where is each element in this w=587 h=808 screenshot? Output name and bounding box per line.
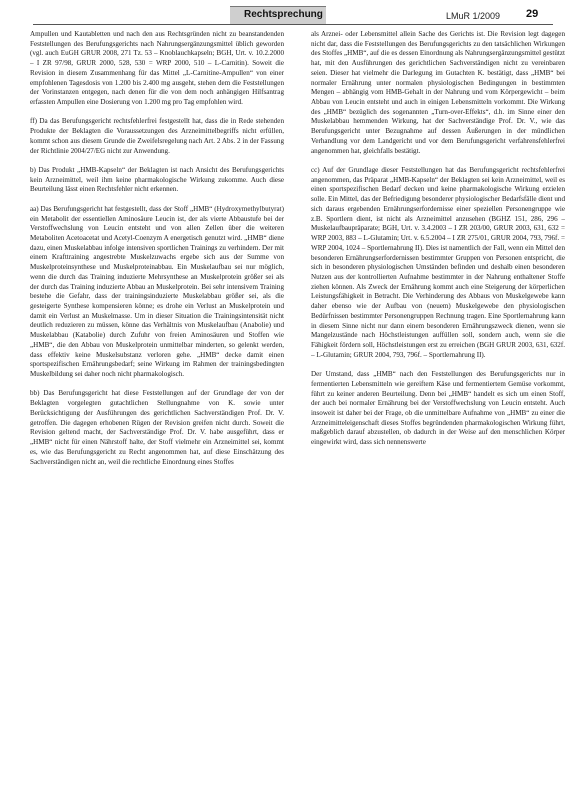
paragraph: Ampullen und Kautabletten und nach den aus Rechtsgründen nicht zu beanstandenden Feststellungen des Berufungsgerichts nach Nahrungsergänzungsmittel üblich geworden (vgl. auch EuGH GRUR 2008, 271 Tz. 53 – Knoblauchkapseln; BGH, Urt. v. 10.2.2000 – I ZR 97/98, GRUR 2000, 528, 530 = WRP 2000, 510 – L-Carnitin). Soweit die Revision in diesem Zusammenhang für das Mittel „L-Carnitine-Ampullen“ von einer empfohlenen Tagesdosis von 1.200 bis 2.400 mg ausgeht, stehen dem die Feststellungen der Vorinstanzen entgegen, nach denen für die von dem noch anhängigen Hilfsantrag erfassten Ampullen eine Dosierung von 1.200 mg pro Tag empfohlen wird.: [30, 30, 284, 107]
paragraph: b) Das Produkt „HMB-Kapseln“ der Beklagten ist nach Ansicht des Berufungsgerichts kein Arzneimittel, weil ihm keine pharmakologische Wirkung zukomme. Auch diese Beurteilung lässt einen Rechtsfehler nicht erkennen.: [30, 166, 284, 194]
section-title: Rechtsprechung: [244, 9, 323, 20]
journal-reference: LMuR 1/2009: [446, 11, 501, 21]
page-number: 29: [526, 8, 539, 20]
paragraph: cc) Auf der Grundlage dieser Feststellungen hat das Berufungsgericht rechtsfehlerfrei angenommen, das Präparat „HMB-Kapseln“ der Beklagten sei kein Arzneimittel, weil es einen sportspezifischen Bedarf decken und keine pharmakologische Wirkung erzielen solle. Ein Mittel, das der Befriedigung besonderer physiologischer Bedarfsfälle dient und sich daraus ergebenden Ernährungserfordernisse einer speziellen Personengruppe wie z.B. Sportlern dient, ist nicht als Arzneimittel anzusehen (BGHZ 151, 286, 296 – Muskelaufbaupräparate; BGH, Urt. v. 3.4.2003 – I ZR 203/00, GRUR 2003, 631, 632 = WRP 2003, 883 – L-Glutamin; Urt. v. 6.5.2004 – I ZR 275/01, GRUR 2004, 793, 796f. = WRP 2004, 1024 – Sportlernahrung II). Dies ist namentlich der Fall, wenn ein Mittel den besonderen Ernährungserfordernissen bestimmter Gruppen von Personen entspricht, die sich in besonderen physiologischen Umständen befinden und deshalb einen besonderen Nutzen aus der kontrollierten Aufnahme bestimmter in der Nahrung enthaltener Stoffe ziehen können. Als Zweck der Ernährung kommt auch eine Steigerung der körperlichen Leistungsfähigkeit in Betracht. Die Verhinderung des Abbaus von Muskelgewebe kann daher ebenso wie der Aufbau von (neuem) Muskelgewebe den physiologischen Bedürfnissen bestimmter Personengruppen Rechnung tragen. Eine Sportlernahrung kann in diesem Sinne nicht nur dann einem besonderen Ernährungszweck dienen, wenn sie Mangelzustände nach Höchstleistungen auffüllen soll, sondern auch, wenn sie die Fähigkeit fördern soll, Höchstleistungen erst zu erreichen (BGH GRUR 2003, 631, 632f. – L-Glutamin; GRUR 2004, 793, 796f. – Sportlernahrung II).: [311, 166, 565, 359]
paragraph: ff) Da das Berufungsgericht rechtsfehlerfrei festgestellt hat, dass die in Rede stehenden Produkte der Beklagten die Voraussetzungen des Arzneimittelbegriffs nicht erfüllen, kommt schon aus diesem Grunde die Zweifelsregelung nach Art. 2 Abs. 2 in der Fassung der Richtlinie 2004/27/EG nicht zur Anwendung.: [30, 117, 284, 155]
right-column: [311, 30, 565, 804]
header-rule: [33, 24, 553, 25]
paragraph: Der Umstand, dass „HMB“ nach den Feststellungen des Berufungsgerichts nur in fermentierten Lebensmitteln wie gereiftem Käse und fermentiertem Gemüse vorkommt, führt zu keiner anderen Beurteilung. Denn bei „HMB“ handelt es sich um einen Stoff, der auch bei normaler Ernährung bei der Verstoffwechslung von Leucin entsteht. Auch insoweit ist daher bei der Frage, ob die unmittelbare Aufnahme von „HMB“ zu einer die Arzneimitteleigenschaft dieses Stoffes begründenden pharmakologischen Wirkung führt, maßgeblich darauf abzustellen, ob dadurch in der Weise auf den menschlichen Körper eingewirkt wird, dass sich nennenswerte: [311, 370, 565, 447]
paragraph: bb) Das Berufungsgericht hat diese Feststellungen auf der Grundlage der von der Beklagten vorgelegten gutachtlichen Stellungnahme von K. sowie unter Berücksichtigung der Ausführungen des gerichtlichen Sachverständigen Prof. Dr. V. getroffen. Die dagegen erhobenen Rügen der Revision greifen nicht durch. Soweit die Revision geltend macht, der Sachverständige Prof. Dr. V. habe ausgeführt, dass er „HMB“ nicht für einen Nährstoff halte, der Stoff vielmehr ein Arzneimittel sei, kommt es, wie das Berufungsgericht zu Recht angenommen hat, auf diese Einschätzung des Sachverständigen nicht an, weil die rechtliche Einordnung eines Stoffes: [30, 389, 284, 466]
paragraph: als Arznei- oder Lebensmittel allein Sache des Gerichts ist. Die Revision legt dagegen nicht dar, dass die Feststellungen des Berufungsgerichts zu den tatsächlichen Wirkungen des Stoffes „HMB“, auf die es dessen Einordnung als Nahrungsergänzungsmittel gestützt hat, mit den Ausführungen des gerichtlichen Sachverständigen nicht zu vereinbaren seien. Dieser hat vielmehr die Darlegung im Gutachten K. bestätigt, dass „HMB“ bei normaler Ernährung unter normalen physiologischen Bedingungen in bestimmten Mengen – abhängig vom HMB-Gehalt in der Nahrung und vom Körpergewicht – beim Abbau von Leucin entsteht und auch in einigen Lebensmitteln vorkommt. Die Wirkung des „HMB“ bezüglich des sogenannten „Turn-over-Effekts“, d.h. im Sinne einer den Muskelabbau hemmenden Wirkung, hat der Sachverständige Prof. Dr. V., wie das Berufungsgericht unter Bezugnahme auf dessen Äußerungen in der mündlichen Verhandlung vor dem Landgericht und vor dem Berufungsgericht verfahrensfehlerfrei angenommen hat, gleichfalls bestätigt.: [311, 30, 565, 155]
left-column: [30, 30, 284, 804]
paragraph: aa) Das Berufungsgericht hat festgestellt, dass der Stoff „HMB“ (Hydroxymethylbutyrat) ein Metabolit der essentiellen Aminosäure Leucin ist, der als vierte Abbaustufe bei der Verstoffwechslung von Leucin entsteht und von allen Zellen über die weiteren Metaboliten Acetoacetat und Acetyl-Coenzym A energetisch genutzt wird. „HMB“ diene dazu, einen Muskelabbau infolge intensiven sportlichen Trainings zu verhindern. Der mit einem Krafttraining angestrebte Muskelzuwachs ergebe sich aus der Summe von Muskelproteinsynthese und Muskelproteinabbau. Ein Muskelaufbau sei nur möglich, wenn die durch das Training induzierte Mehrsynthese an Muskelprotein größer sei als der durch das Training induzierte Abbau an Muskelprotein. Bei sehr intensivem Training bestehe die Gefahr, dass der trainingsinduzierte Muskelabbau größer sei, als die gesteigerte Synthese kompensieren könne; es drohe ein Verlust an Muskelprotein und damit ein Verlust an Muskelmasse. Um in dieser Situation die Trainingsintensität nicht deutlich reduzieren zu müssen, könne das Verhältnis von Muskelaufbau (Anabolie) und Muskelabbau (Katabolie) durch Zufuhr von freien Aminosäuren und Stoffen wie „HMB“, die den Abbau von Muskelprotein unmittelbar minderten, so gelenkt werden, dass effektiv keine Muskelsubstanz verloren gehe. „HMB“ decke damit einen sportspezifischen Ernährungsbedarf; seine Wirkung im Rahmen der trainingsbedingten Muskelbildung sei daher noch nicht pharmakologisch.: [30, 204, 284, 379]
